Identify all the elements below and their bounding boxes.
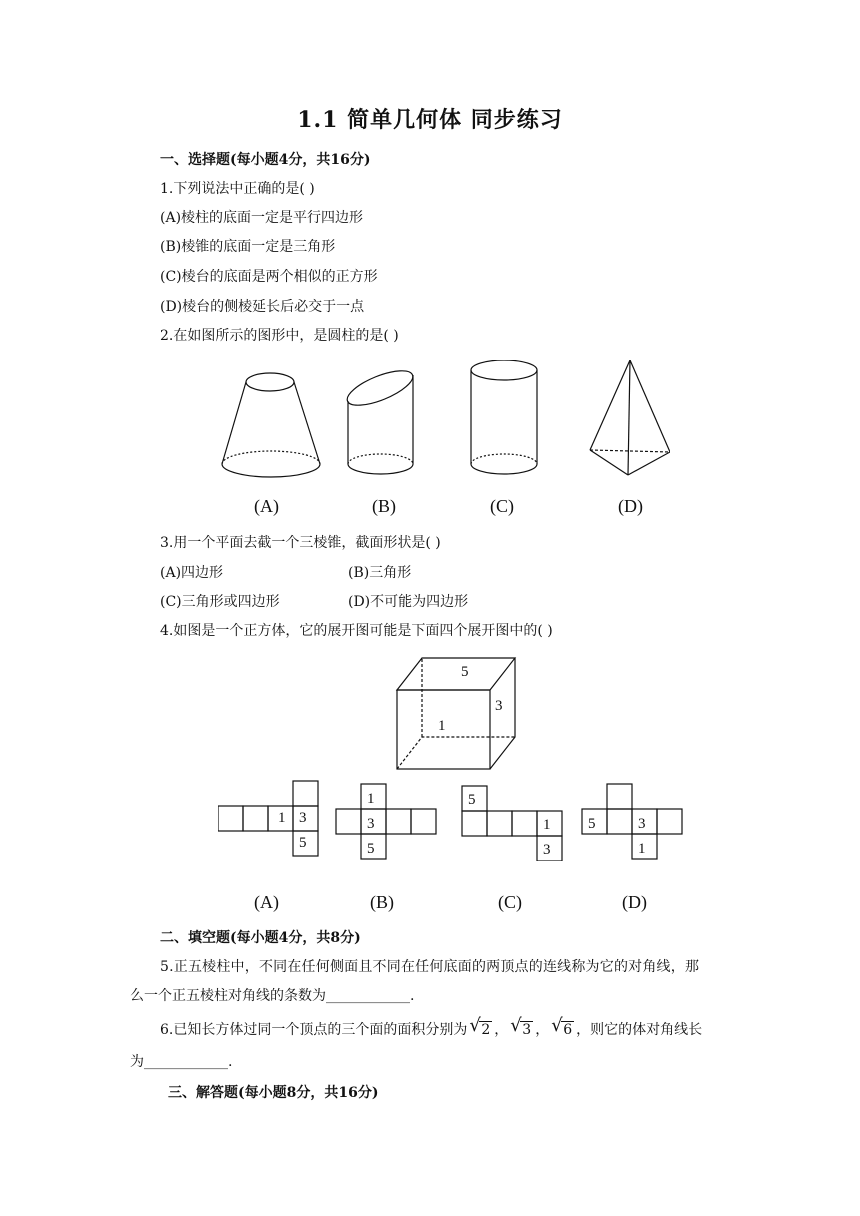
page-title: 1.1 简单几何体 同步练习 <box>297 107 563 133</box>
net-a-number-5: 5 <box>299 835 307 851</box>
q5-line1: 5.正五棱柱中，不同在任何侧面且不同在任何底面的两顶点的连线称为它的对角线，那 <box>160 959 700 975</box>
net-d-number-5: 5 <box>588 816 596 832</box>
section-answer-heading: 三、解答题(每小题8分，共16分) <box>168 1085 379 1101</box>
q2-stem: 2.在如图所示的图形中，是圆柱的是( ) <box>160 328 399 344</box>
net-b-number-3: 3 <box>367 816 375 832</box>
q4-label-a: (A) <box>254 892 279 912</box>
net-b-number-5: 5 <box>367 841 375 857</box>
net-d <box>582 784 682 859</box>
q1-option-a: (A)棱柱的底面一定是平行四边形 <box>160 210 364 226</box>
q3-stem: 3.用一个平面去截一个三棱锥，截面形状是( ) <box>160 535 441 551</box>
oblique-cut-cylinder-shape <box>343 364 417 474</box>
q6-line2: 为____________. <box>130 1054 233 1070</box>
sqrt-3: √ 3 <box>510 1015 532 1038</box>
cube-right-face-number: 3 <box>495 698 503 714</box>
net-b <box>336 784 436 859</box>
sqrt-6: √ 6 <box>551 1015 573 1038</box>
q6-suffix: ，则它的体对角线长 <box>576 1022 703 1038</box>
q2-figure <box>210 360 670 525</box>
sqrt-2: √ 2 <box>469 1015 491 1038</box>
q3-option-c: (C)三角形或四边形 <box>160 594 280 610</box>
net-a-number-1: 1 <box>278 810 286 826</box>
cylinder-shape <box>471 360 537 474</box>
q1-option-d: (D)棱台的侧棱延长后必交于一点 <box>160 299 365 315</box>
q4-stem: 4.如图是一个正方体，它的展开图可能是下面四个展开图中的( ) <box>160 623 553 639</box>
frustum-shape <box>222 373 320 477</box>
q3-option-b: (B)三角形 <box>348 565 412 581</box>
q1-option-b: (B)棱锥的底面一定是三角形 <box>160 239 336 255</box>
q4-label-c: (C) <box>498 892 522 912</box>
net-a-number-3: 3 <box>299 810 307 826</box>
section-choice-heading: 一、选择题(每小题4分，共16分) <box>160 152 371 168</box>
cube-front-face-number: 1 <box>438 718 446 734</box>
q6-prefix: 6.已知长方体过同一个顶点的三个面的面积分别为 <box>160 1022 468 1038</box>
q4-label-b: (B) <box>370 892 394 912</box>
q4-nets <box>218 779 688 861</box>
net-d-number-1: 1 <box>638 841 646 857</box>
q1-stem: 1.下列说法中正确的是( ) <box>160 181 315 197</box>
net-c-number-5: 5 <box>468 792 476 808</box>
net-c-number-1: 1 <box>543 817 551 833</box>
q2-label-b: (B) <box>372 496 396 516</box>
q2-label-c: (C) <box>490 496 514 516</box>
net-d-number-3: 3 <box>638 816 646 832</box>
cube-top-face-number: 5 <box>461 664 469 680</box>
q2-label-d: (D) <box>618 496 643 516</box>
pyramid-shape <box>590 360 670 475</box>
q3-option-d: (D)不可能为四边形 <box>348 594 469 610</box>
q4-cube <box>392 655 522 773</box>
net-c-number-3: 3 <box>543 842 551 858</box>
q2-label-a: (A) <box>254 496 279 516</box>
q4-label-d: (D) <box>622 892 647 912</box>
q5-line2: 么一个正五棱柱对角线的条数为____________. <box>130 988 415 1004</box>
section-fill-heading: 二、填空题(每小题4分，共8分) <box>160 930 361 946</box>
q1-option-c: (C)棱台的底面是两个相似的正方形 <box>160 269 378 285</box>
q3-option-a: (A)四边形 <box>160 565 224 581</box>
net-b-number-1: 1 <box>367 791 375 807</box>
q6-line1: 6.已知长方体过同一个顶点的三个面的面积分别为 √ 2 ， √ 3 ， √ 6 ，则它的体对角线长 <box>160 1015 703 1038</box>
